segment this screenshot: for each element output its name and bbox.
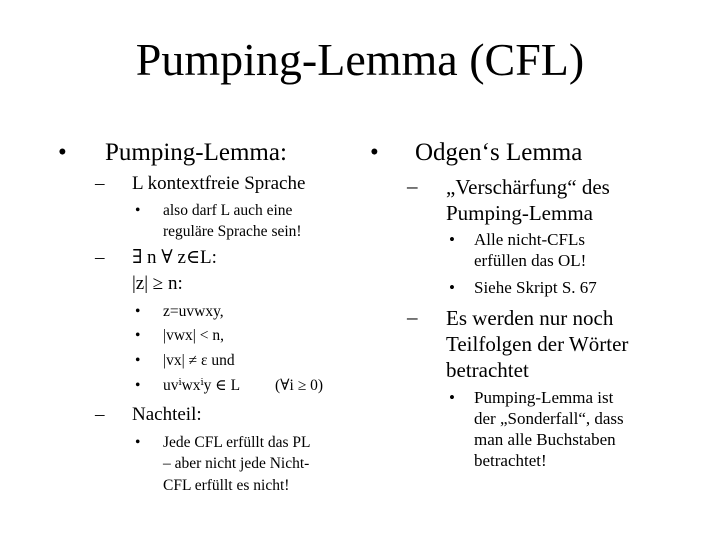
right-sub-b-2: der „Sonderfall“, dass [474,409,624,428]
bullet-dot: • [58,139,67,166]
sub-bullet: • [449,230,455,249]
left-sub-b-1: z=uvwxy, [163,303,224,320]
right-b-1: Es werden nur noch [446,306,614,330]
sub-bullet: • [135,303,141,320]
left-sub-b-4: uvⁱwxⁱy ∈ L [163,377,241,394]
left-sub-c-3: CFL erfüllt es nicht! [163,477,290,494]
dash-marker: – [407,174,418,198]
dash-marker: – [95,404,105,425]
right-heading: Odgen‘s Lemma [415,139,583,166]
left-sub-b-5: (∀i ≥ 0) [275,377,323,394]
dash-marker: – [407,305,418,329]
left-sub-b-2: |vwx| < n, [163,327,225,344]
right-sub-a-2: erfüllen das OL! [474,251,587,270]
right-sub-b-4: betrachtet! [474,451,547,470]
left-item-3: |z| ≥ n: [132,273,183,294]
right-a-2: Pumping-Lemma [446,201,593,225]
sub-bullet: • [135,352,141,369]
left-sub-c-2: – aber nicht jede Nicht- [163,455,310,472]
left-sub-a-1: also darf L auch eine [163,202,293,219]
sub-bullet: • [135,377,141,394]
right-sub-a-1: Alle nicht-CFLs [474,230,585,249]
dash-marker: – [95,247,105,268]
right-a-1: „Verschärfung“ des [446,175,610,199]
right-sub-a-3: Siehe Skript S. 67 [474,278,597,297]
sub-bullet: • [449,278,455,297]
sub-bullet: • [449,388,455,407]
left-sub-a-2: reguläre Sprache sein! [163,223,302,240]
sub-bullet: • [135,434,141,451]
right-b-2: Teilfolgen der Wörter [446,332,629,356]
right-b-3: betrachtet [446,358,529,382]
right-sub-b-1: Pumping-Lemma ist [474,388,614,407]
sub-bullet: • [135,202,141,219]
bullet-dot: • [370,139,379,166]
slide-title: Pumping-Lemma (CFL) [135,34,585,85]
left-item-4: Nachteil: [132,404,202,425]
left-sub-c-1: Jede CFL erfüllt das PL [163,434,311,451]
right-sub-b-3: man alle Buchstaben [474,430,616,449]
left-sub-b-3: |vx| ≠ ε und [163,352,235,369]
sub-bullet: • [135,327,141,344]
left-heading: Pumping-Lemma: [105,139,287,166]
dash-marker: – [95,173,105,194]
left-item-2: ∃ n ∀ z∈L: [132,247,217,268]
left-item-1: L kontextfreie Sprache [132,173,306,194]
